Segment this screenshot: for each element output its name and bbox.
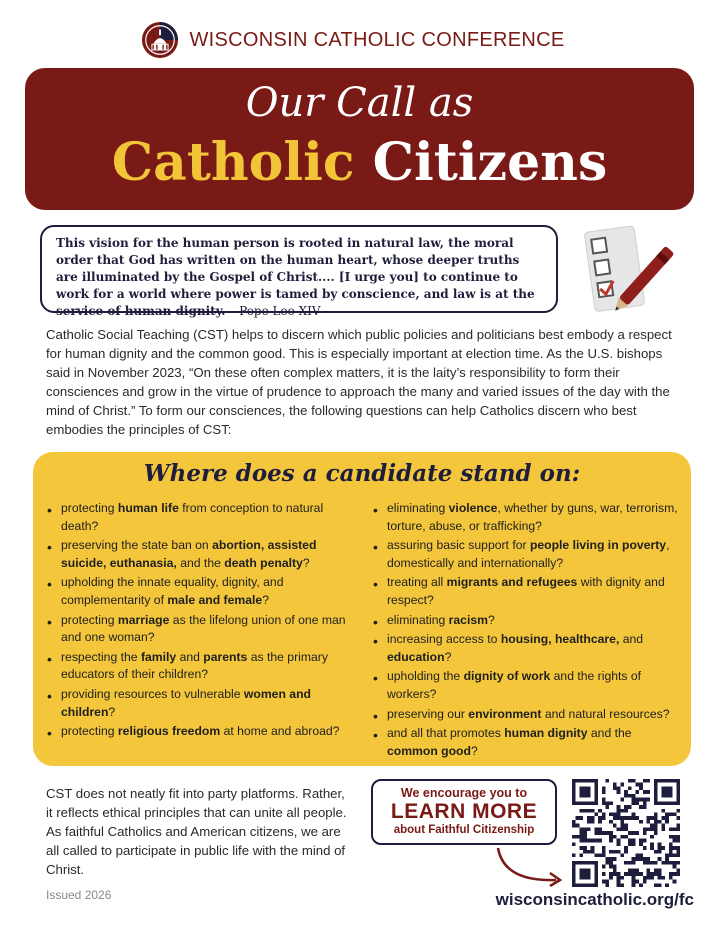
quote-attribution: – Pope Leo XIV xyxy=(225,304,321,318)
capitol-dome-logo-icon xyxy=(141,21,179,59)
list-item: • assuring basic support for people living in poverty, domestically and internationally? xyxy=(373,537,685,572)
title-word-catholic: Catholic xyxy=(111,132,355,193)
list-item: • eliminating violence, whether by guns, war, terrorism, torture, abuse, or trafficking? xyxy=(373,500,685,535)
panel-title: Where does a candidate stand on: xyxy=(143,460,581,487)
candidate-questions-panel xyxy=(33,452,691,766)
title-word-citizens: Citizens xyxy=(372,132,608,193)
list-item: • upholding the dignity of work and the rights of workers? xyxy=(373,668,685,703)
cta-line-1: We encourage you to xyxy=(400,786,528,800)
header xyxy=(0,20,706,60)
title-banner xyxy=(25,68,694,210)
list-item: • treating all migrants and refugees with dignity and respect? xyxy=(373,574,685,609)
list-item: • protecting religious freedom at home and abroad? xyxy=(47,723,352,741)
curved-arrow-icon xyxy=(490,846,570,890)
quote-text: This vision for the human person is rooted in natural law, the moral order that God has written on the human heart, whose deeper truths are illuminated by the Gospel of Christ.... [I urge you] to continue to work for a world where power is tamed by conscience, and law is at the service of human dignity. xyxy=(56,236,535,318)
learn-more-callout xyxy=(371,779,557,845)
questions-right-column xyxy=(373,500,685,762)
closing-paragraph: CST does not neatly fit into party platforms. Rather, it reflects ethical principles that can unite all people. As faithful Catholics and American citizens, we are all called to participate in public life with the mind of Christ. xyxy=(46,786,347,877)
list-item: • and all that promotes human dignity and the common good? xyxy=(373,725,685,760)
list-item: • increasing access to housing, healthcare, and education? xyxy=(373,631,685,666)
qr-code-icon[interactable] xyxy=(572,779,680,887)
list-item: • providing resources to vulnerable women and children? xyxy=(47,686,352,721)
issued-date: Issued 2026 xyxy=(46,888,112,902)
checklist-pen-icon xyxy=(580,222,690,318)
title-line-1: Our Call as xyxy=(245,80,474,126)
list-item: • respecting the family and parents as the primary educators of their children? xyxy=(47,649,352,684)
cta-line-3: about Faithful Citizenship xyxy=(393,824,535,836)
list-item: • protecting human life from conception to natural death? xyxy=(47,500,352,535)
list-item: • preserving our environment and natural resources? xyxy=(373,706,685,724)
list-item: • upholding the innate equality, dignity, and complementarity of male and female? xyxy=(47,574,352,609)
cta-line-2: LEARN MORE xyxy=(390,800,538,823)
list-item: • preserving the state ban on abortion, assisted suicide, euthanasia, and the death penalty? xyxy=(47,537,352,572)
list-item: • protecting marriage as the lifelong union of one man and one woman? xyxy=(47,612,352,647)
intro-paragraph: Catholic Social Teaching (CST) helps to discern which public policies and politicians best embody a respect for human dignity and the common good. This is especially important at election time. As the U.S. bishops said in November 2023, “On these often complex matters, it is the laity’s responsibility to form their consciences and grow in the virtue of prudence to approach the many and varied issues of the day with the mind of Christ.” To form our consciences, the following questions can help Catholics discern who best embodies the principles of CST: xyxy=(46,327,672,437)
pope-quote-box xyxy=(40,225,558,318)
org-name: WISCONSIN CATHOLIC CONFERENCE xyxy=(189,28,565,51)
list-item: • eliminating racism? xyxy=(373,612,685,630)
questions-left-column xyxy=(47,500,352,743)
title-line-2 xyxy=(25,132,694,193)
website-link[interactable]: wisconsincatholic.org/fc xyxy=(495,890,694,909)
